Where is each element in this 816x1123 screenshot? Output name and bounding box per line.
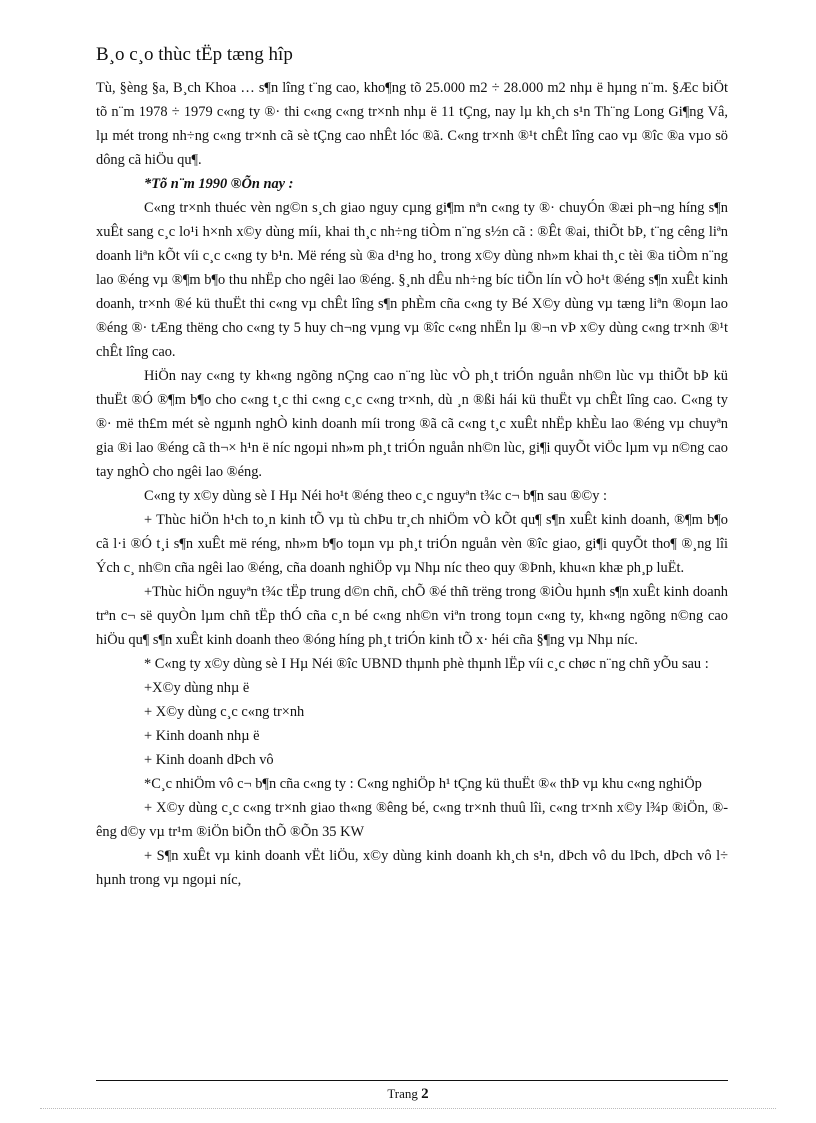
paragraph-transition: C«ng tr×nh thuéc vèn ng©n s¸ch giao nguy cµng gi¶m nªn c«ng ty ®· chuyÓn ®æi ph¬ng híng s¶n xuÊt sang c¸c lo¹i h×nh x©y dùng míi, khai th¸c nh÷ng tiÒm n¨ng s½n cã : ®Êt ®ai, thiÕt bÞ, t¨ng cêng liªn doanh liªn kÕt víi c¸c c«ng ty b¹n. Më réng sù ®a d¹ng ho¸ trong x©y dùng nh»m khai th¸c tèi ®a tiÒm n¨ng lao ®éng vµ ®¶m b¶o thu nhËp cho ngêi lao ®éng. §¸nh dÊu nh÷ng bíc tiÕn lín vÒ ho¹t ®éng s¶n xuÊt kinh doanh, tr×nh ®é kü thuËt thi c«ng vµ chÊt lîng s¶n phÈm cña c«ng ty Bé X©y dùng vµ tæng liªn ®oµn lao ®éng ®· tÆng thëng cho c«ng ty 5 huy ch¬ng vµng vµ ®îc c«ng nhËn lµ ®¬n vÞ x©y dùng c«ng tr×nh ®¹t chÊt lîng cao.: [96, 200, 728, 360]
paragraph-current: HiÖn nay c«ng ty kh«ng ngõng nÇng cao n¨ng lùc vÒ ph¸t triÓn nguån nh©n lùc vµ thiÕt bÞ kü thuËt ®Ó ®¶m b¶o cho c«ng t¸c thi c«ng c¸c c«ng tr×nh, dù ¸n ®ßi hái kü thuËt vµ chÊt lîng cao. C«ng ty ®· më th£m mét sè ngµnh nghÒ kinh doanh míi trong ®ã cã c«ng t¸c xuÊt nhËp khÈu lao ®éng vµ chuyªn gia ®i lao ®éng cã th¬× h¹n ë níc ngoµi nh»m ph¸t triÓn nguån nh©n lùc, gi¶i quyÕt viÖc lµm vµ n©ng cao tay nghÒ cho ngêi lao ®éng.: [96, 368, 728, 480]
paragraph-tasks-intro: *C¸c nhiÖm vô c¬ b¶n cña c«ng ty : C«ng nghiÖp h¹ tÇng kü thuËt ®« thÞ vµ khu c«ng nghiÖp: [144, 776, 702, 792]
page-footer: [0, 1086, 816, 1103]
list-item-function-4: + Kinh doanh dÞch vô: [144, 752, 274, 768]
page-number: 2: [421, 1086, 429, 1102]
footer-label: Trang: [387, 1086, 418, 1101]
page-title: B¸o c¸o thùc tËp tæng hîp: [96, 44, 293, 65]
list-item-task-2: + S¶n xuÊt vµ kinh doanh vËt liÖu, x©y dùng kinh doanh kh¸ch s¹n, dÞch vô du lÞch, dÞch vô l÷ hµnh trong vµ ngoµi níc,: [96, 848, 728, 888]
page-bottom-dotted-line: [40, 1108, 776, 1109]
list-item-function-3: + Kinh doanh nhµ ë: [144, 728, 260, 744]
list-item-function-2: + X©y dùng c¸c c«ng tr×nh: [144, 704, 305, 720]
paragraph-principle-2: +Thùc hiÖn nguyªn t¾c tËp trung d©n chñ, chÕ ®é thñ trëng trong ®iÒu hµnh s¶n xuÊt kinh doanh trªn c¬ së quyÒn lµm chñ tËp thÓ cña c¸n bé c«ng nh©n viªn trong toµn c«ng ty, kh«ng ngõng n©ng cao hiÖu qu¶ s¶n xuÊt kinh doanh theo ®óng híng ph¸t triÓn kinh tÕ x· héi cña §¶ng vµ Nhµ níc.: [96, 584, 728, 648]
section-subheading: *Tõ n¨m 1990 ®Õn nay :: [144, 176, 294, 192]
document-body: [96, 40, 728, 892]
list-item-function-1: +X©y dùng nhµ ë: [144, 680, 250, 696]
paragraph-principles-intro: C«ng ty x©y dùng sè I Hµ Néi ho¹t ®éng theo c¸c nguyªn t¾c c¬ b¶n sau ®©y :: [144, 488, 608, 504]
paragraph-functions-intro: * C«ng ty x©y dùng sè I Hµ Néi ®îc UBND thµnh phè thµnh lËp víi c¸c chøc n¨ng chñ yÕu sau :: [144, 656, 709, 672]
paragraph-principle-1: + Thùc hiÖn h¹ch to¸n kinh tÕ vµ tù chÞu tr¸ch nhiÖm vÒ kÕt qu¶ s¶n xuÊt kinh doanh, ®¶m b¶o cã l·i ®Ó t¸i s¶n xuÊt më réng, nh»m b¶o toµn vµ ph¸t triÓn nguån vèn ®îc giao, gi¶i quyÕt tho¶ ®¸ng lîi Ých c¸ nh©n cña ngêi lao ®éng, cña doanh nghiÖp vµ Nhµ níc theo quy ®Þnh, khu«n khæ ph¸p luËt.: [96, 512, 728, 576]
footer-divider: [96, 1080, 728, 1081]
paragraph-intro: Tù, §èng §a, B¸ch Khoa … s¶n lîng t¨ng cao, kho¶ng tõ 25.000 m2 ÷ 28.000 m2 nhµ ë hµng n¨m. §Æc biÖt tõ n¨m 1978 ÷ 1979 c«ng ty ®· thi c«ng c«ng tr×nh nhµ ë 11 tÇng, nay lµ kh¸ch s¹n Th¨ng Long Gi¶ng Vâ, lµ mét trong nh÷ng c«ng tr×nh cã sè tÇng cao nhÊt lóc ®ã. C«ng tr×nh ®¹t chÊt lîng cao vµ ®îc ®a vµo sö dông cã hiÖu qu¶.: [96, 80, 728, 168]
list-item-task-1: + X©y dùng c¸c c«ng tr×nh giao th«ng ®êng bé, c«ng tr×nh thuû lîi, c«ng tr×nh x©y l¾p ®iÖn, ®êng d©y vµ tr¹m ®iÖn biÕn thÕ ®Õn 35 KW: [96, 800, 728, 840]
